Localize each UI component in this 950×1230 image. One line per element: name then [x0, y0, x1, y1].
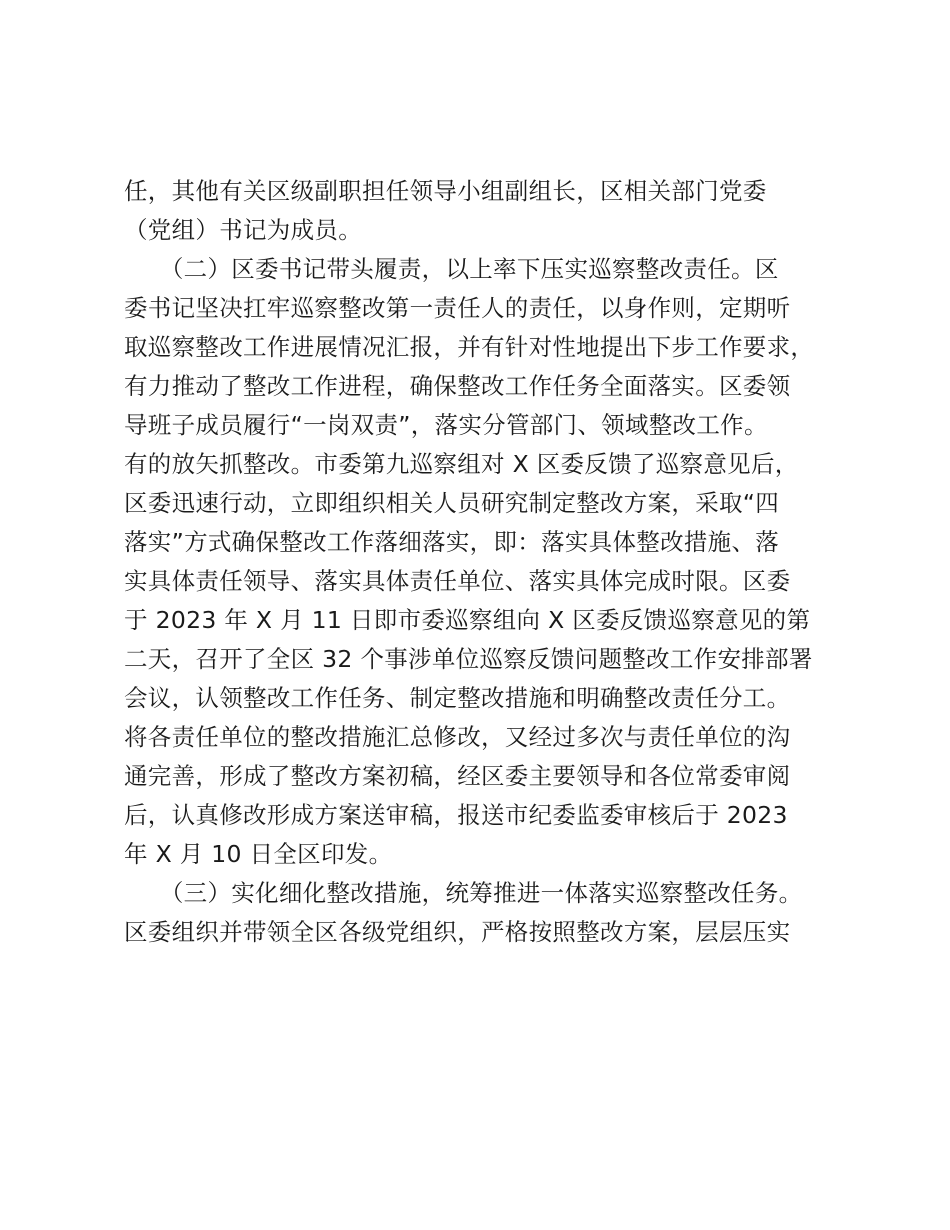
text-line: （党组）书记为成员。 — [124, 216, 362, 244]
text-line: 区委迅速行动，立即组织相关人员研究制定整改方案，采取“四 — [124, 489, 780, 517]
text-line: 实具体责任领导、落实具体责任单位、落实具体完成时限。区委 — [124, 567, 791, 595]
text-line: 年 X 月 10 日全区印发。 — [124, 840, 393, 868]
text-line: 导班子成员履行“一岗双责”，落实分管部门、领域整改工作。 — [124, 411, 768, 439]
text-line: （三）实化细化整改措施，统筹推进一体落实巡察整改任务。 — [124, 879, 803, 907]
text-line: 会议，认领整改工作任务、制定整改措施和明确整改责任分工。 — [124, 684, 791, 712]
document-body — [124, 172, 854, 952]
text-line: 于 2023 年 X 月 11 日即市委巡察组向 X 区委反馈巡察意见的第 — [124, 606, 811, 634]
text-line: 有的放矢抓整改。市委第九巡察组对 X 区委反馈了巡察意见后， — [124, 450, 799, 478]
text-line: 二天，召开了全区 32 个事涉单位巡察反馈问题整改工作安排部署 — [124, 645, 813, 673]
text-line: 后，认真修改形成方案送审稿，报送市纪委监委审核后于 2023 — [124, 801, 788, 829]
text-line: 有力推动了整改工作进程，确保整改工作任务全面落实。区委领 — [124, 372, 791, 400]
text-line: 委书记坚决扛牢巡察整改第一责任人的责任，以身作则，定期听 — [124, 294, 791, 322]
text-line: 区委组织并带领全区各级党组织，严格按照整改方案，层层压实 — [124, 918, 791, 946]
text-line: 任，其他有关区级副职担任领导小组副组长，区相关部门党委 — [124, 177, 767, 205]
text-line: 将各责任单位的整改措施汇总修改，又经过多次与责任单位的沟 — [124, 723, 791, 751]
text-line: 落实”方式确保整改工作落细落实，即：落实具体整改措施、落 — [124, 528, 780, 556]
text-line: 取巡察整改工作进展情况汇报，并有针对性地提出下步工作要求， — [124, 333, 815, 361]
text-line: （二）区委书记带头履责，以上率下压实巡察整改责任。区 — [124, 255, 779, 283]
text-line: 通完善，形成了整改方案初稿，经区委主要领导和各位常委审阅 — [124, 762, 791, 790]
